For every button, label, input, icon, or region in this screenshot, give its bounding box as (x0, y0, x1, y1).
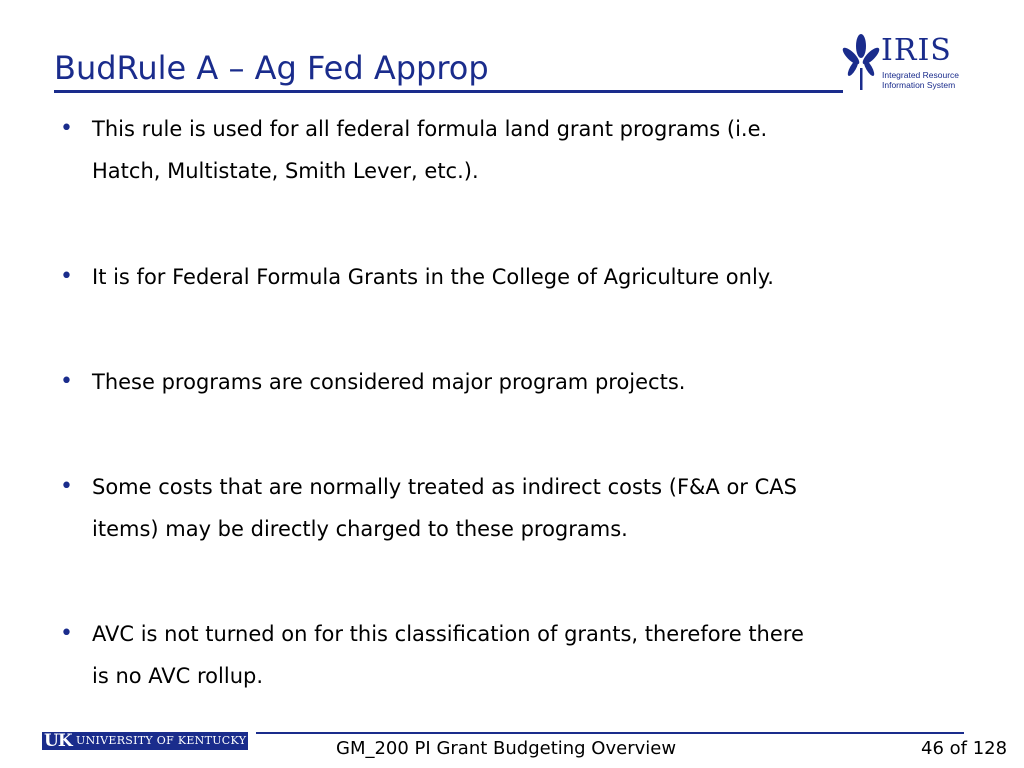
footer-page-number: 46 of 128 (921, 738, 1008, 759)
iris-flower-icon (841, 32, 881, 92)
bullet-line: AVC is not turned on for this classification of grants, therefore there (92, 622, 804, 646)
title-underline (54, 90, 843, 93)
iris-logo-word: IRIS (881, 33, 952, 68)
slide-title: BudRule A – Ag Fed Approp (54, 49, 489, 87)
bullet-text (92, 361, 960, 403)
bullet-dot-icon: • (60, 621, 73, 646)
bullet-dot-icon: • (60, 474, 73, 499)
bullet-item (60, 613, 960, 697)
bullet-text (92, 108, 960, 192)
bullet-line: is no AVC rollup. (92, 664, 264, 688)
bullet-dot-icon: • (60, 116, 73, 141)
bullet-line: This rule is used for all federal formula land grant programs (i.e. (92, 117, 768, 141)
university-mark: UK (44, 731, 72, 751)
bullet-line: It is for Federal Formula Grants in the College of Agriculture only. (92, 265, 774, 289)
bullet-line: These programs are considered major program projects. (92, 370, 686, 394)
iris-logo-subtitle-line2: Information System (882, 80, 956, 90)
bullet-item (60, 466, 960, 550)
iris-logo-subtitle-line1: Integrated Resource (882, 70, 960, 80)
iris-logo-subtitle (882, 70, 959, 90)
bullet-text (92, 256, 960, 298)
bullet-item (60, 108, 960, 192)
university-name: UNIVERSITY OF KENTUCKY (76, 734, 247, 747)
bullet-dot-icon: • (60, 369, 73, 394)
bullet-item (60, 256, 960, 298)
bullet-item (60, 361, 960, 403)
iris-logo (841, 32, 960, 92)
bullet-line: Some costs that are normally treated as indirect costs (F&A or CAS (92, 475, 797, 499)
footer-rule (256, 732, 964, 734)
bullet-line: Hatch, Multistate, Smith Lever, etc.). (92, 159, 479, 183)
bullet-line: items) may be directly charged to these programs. (92, 517, 628, 541)
footer-course-title: GM_200 PI Grant Budgeting Overview (336, 738, 677, 759)
bullet-text (92, 613, 960, 697)
university-logo (42, 732, 248, 750)
bullet-text (92, 466, 960, 550)
bullet-dot-icon: • (60, 264, 73, 289)
